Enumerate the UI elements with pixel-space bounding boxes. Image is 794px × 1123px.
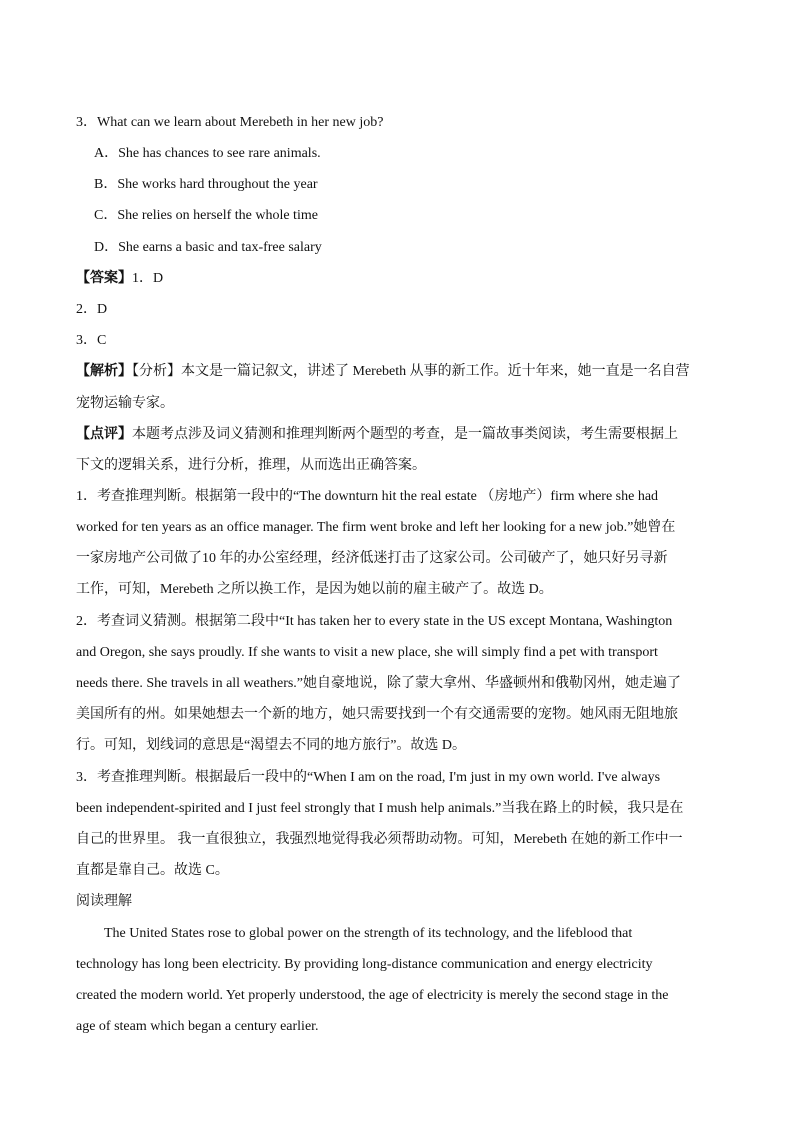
analysis-text-1: 本文是一篇记叙文，讲述了 Merebeth 从事的新工作。近十年来，她一直是一名自营: [181, 364, 690, 379]
q3-option-d: D．She earns a basic and tax-free salary: [94, 240, 322, 255]
exp2-line-4: 美国所有的州。如果她想去一个新的地方，她只需要找到一个有交通需要的宠物。她风雨无阻地旅: [76, 707, 678, 722]
exp2-line-1: 2．考查词义猜测。根据第二段中“It has taken her to every state in the US except Montana, Washington: [76, 614, 673, 629]
exp1-line-2: worked for ten years as an office manager. The firm went broke and left her looking for a new job.”她曾在: [76, 520, 676, 535]
q3-stem: 3．What can we learn about Merebeth in her new job?: [76, 115, 384, 130]
exp1-line-1: 1．考查推理判断。根据第一段中的“The downturn hit the real estate （房地产）firm where she had: [76, 489, 659, 504]
exp3-line-3: 自己的世界里。 我一直很独立，我强烈地觉得我必须帮助动物。可知，Merebeth 在她的新工作中一: [76, 832, 683, 847]
comment-line-2: 下文的逻辑关系，进行分析，推理，从而选出正确答案。: [76, 458, 426, 473]
answer-label: 【答案】: [76, 271, 132, 286]
exp2-line-5: 行。可知，划线词的意思是“渴望去不同的地方旅行”。故选 D。: [76, 738, 467, 753]
q3-option-c: C．She relies on herself the whole time: [94, 208, 318, 223]
analysis-sub-label: 【分析】: [132, 364, 181, 379]
exp1-line-3: 一家房地产公司做了10 年的办公室经理，经济低迷打击了这家公司。公司破产了，她只好另寻新: [76, 551, 668, 566]
reading-para-line-3: created the modern world. Yet properly understood, the age of electricity is merely the second stage in the: [76, 988, 669, 1003]
comment-label: 【点评】: [76, 427, 132, 442]
answer-2: 2．D: [76, 302, 108, 317]
reading-heading: 阅读理解: [76, 894, 132, 909]
analysis-line-1: [76, 362, 718, 382]
reading-para-line-2: technology has long been electricity. By providing long-distance communication and energy electricity: [76, 957, 653, 972]
q3-option-b: B．She works hard throughout the year: [94, 177, 318, 192]
exp1-line-4: 工作，可知，Merebeth 之所以换工作，是因为她以前的雇主破产了。故选 D。: [76, 582, 553, 597]
answer-line: [76, 269, 718, 289]
analysis-line-2: 宠物运输专家。: [76, 396, 174, 411]
answer-1: 1．D: [132, 271, 164, 286]
reading-para-line-4: age of steam which began a century earlier.: [76, 1019, 319, 1034]
exp3-line-2: been independent-spirited and I just feel strongly that I mush help animals.”当我在路上的时候，我只是在: [76, 801, 684, 816]
exp2-line-2: and Oregon, she says proudly. If she wants to visit a new place, she will simply find a pet with transport: [76, 645, 658, 660]
comment-line-1: [76, 425, 718, 445]
exp3-line-4: 直都是靠自己。故选 C。: [76, 863, 229, 878]
q3-option-a: A．She has chances to see rare animals.: [94, 146, 321, 161]
answer-3: 3．C: [76, 333, 107, 348]
reading-para-line-1: The United States rose to global power on the strength of its technology, and the lifeblood that: [104, 926, 633, 941]
exp3-line-1: 3．考查推理判断。根据最后一段中的“When I am on the road, I'm just in my own world. I've always: [76, 770, 661, 785]
exp2-line-3: needs there. She travels in all weathers.”她自豪地说，除了蒙大拿州、华盛顿州和俄勒冈州，她走遍了: [76, 676, 682, 691]
analysis-label: 【解析】: [76, 364, 132, 379]
comment-text-1: 本题考点涉及词义猜测和推理判断两个题型的考查，是一篇故事类阅读，考生需要根据上: [132, 427, 678, 442]
